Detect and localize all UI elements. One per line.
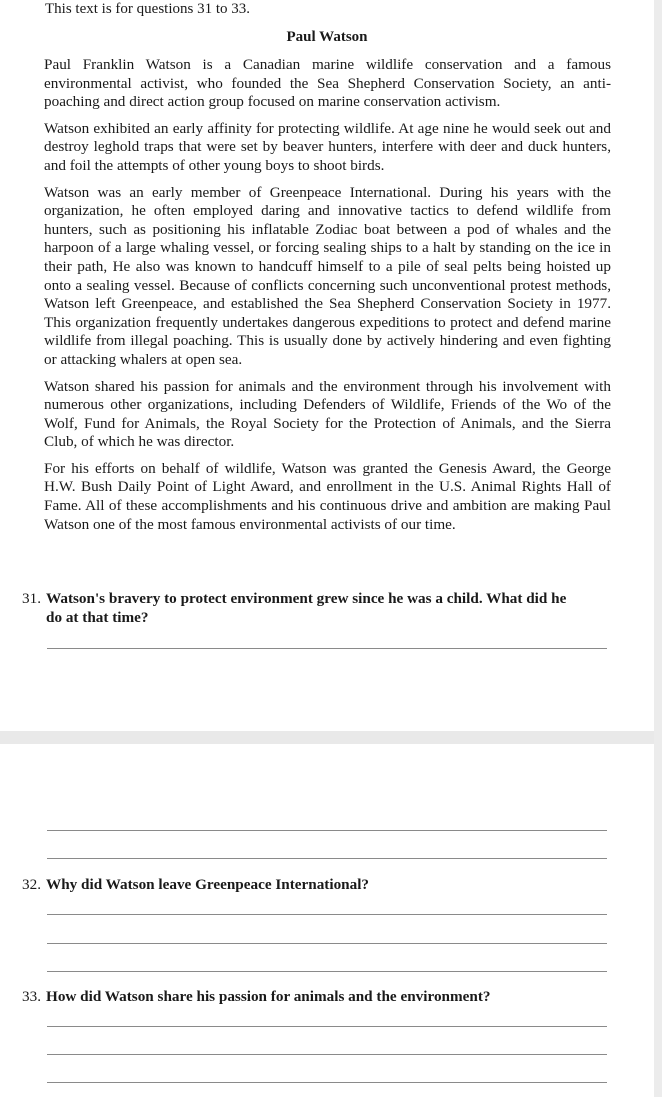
answer-line-32-2[interactable] <box>47 943 607 944</box>
answer-line-33-2[interactable] <box>47 1054 607 1055</box>
question-text: Why did Watson leave Greenpeace International? <box>46 876 370 893</box>
answer-line-31-1[interactable] <box>47 648 607 649</box>
question-number: 33. <box>22 988 41 1005</box>
question-text-line-1: Watson's bravery to protect environment grew since he was a child. What did he <box>46 590 567 607</box>
question-number: 32. <box>22 876 41 893</box>
answer-line-32-1[interactable] <box>47 914 607 915</box>
intro-text: This text is for questions 31 to 33. <box>45 1 250 17</box>
question-number: 31. <box>22 590 41 607</box>
passage-paragraph-2: Watson exhibited an early affinity for protecting wildlife. At age nine he would seek out and destroy leghold traps that were set by beaver hunters, interfere with deer and duck hunters, and foil the attempts of other young boys to shoot birds. <box>44 119 611 174</box>
question-32 <box>22 876 612 895</box>
page-gap <box>0 731 662 744</box>
answer-line-33-1[interactable] <box>47 1026 607 1027</box>
answer-line-31-3[interactable] <box>47 858 607 859</box>
passage-paragraph-4: Watson shared his passion for animals and the environment through his involvement with numerous other organizations, including Defenders of Wildlife, Friends of the Wo of the Wolf, Fund for Animals, the Royal Society for the Protection of Animals, and the Sierra Club, of which he was director. <box>44 377 611 451</box>
page-bottom <box>0 744 654 1097</box>
answer-line-33-3[interactable] <box>47 1082 607 1083</box>
passage-paragraph-3: Watson was an early member of Greenpeace International. During his years with the organization, he often employed daring and innovative tactics to defend wildlife from hunters, such as positioning his inflatable Zodiac boat between a pod of whales and the harpoon of a large whaling vessel, or forcing sealing ships to a halt by standing on the ice in their path, He also was known to handcuff himself to a pile of seal pelts being hoisted up onto a sealing vessel. Because of conflicts concerning such unconventional protest methods, Watson left Greenpeace, and established the Sea Shepherd Conservation Society in 1977. This organization frequently undertakes dangerous expeditions to protect and defend marine wildlife from illegal poaching. This is usually done by actively hindering and even fighting or attacking whalers at open sea. <box>44 183 611 368</box>
passage-paragraph-1: Paul Franklin Watson is a Canadian marine wildlife conservation and a famous environmental activist, who founded the Sea Shepherd Conservation Society, an anti-poaching and direct action group focused on marine conservation activism. <box>44 56 611 111</box>
question-text: How did Watson share his passion for animals and the environment? <box>46 988 491 1005</box>
passage-title: Paul Watson <box>286 29 368 45</box>
passage-paragraph-5: For his efforts on behalf of wildlife, Watson was granted the Genesis Award, the George H.W. Bush Daily Point of Light Award, and enrollment in the U.S. Animal Rights Hall of Fame. All of these accomplishments and his continuous drive and ambition are making Paul Watson one of the most famous environmental activists of our time. <box>44 459 611 533</box>
answer-line-31-2[interactable] <box>47 830 607 831</box>
question-31 <box>22 590 612 627</box>
question-33 <box>22 988 612 1007</box>
question-text-line-2: do at that time? <box>46 608 149 626</box>
passage <box>44 56 611 542</box>
answer-line-32-3[interactable] <box>47 971 607 972</box>
page-edge <box>654 0 662 1097</box>
